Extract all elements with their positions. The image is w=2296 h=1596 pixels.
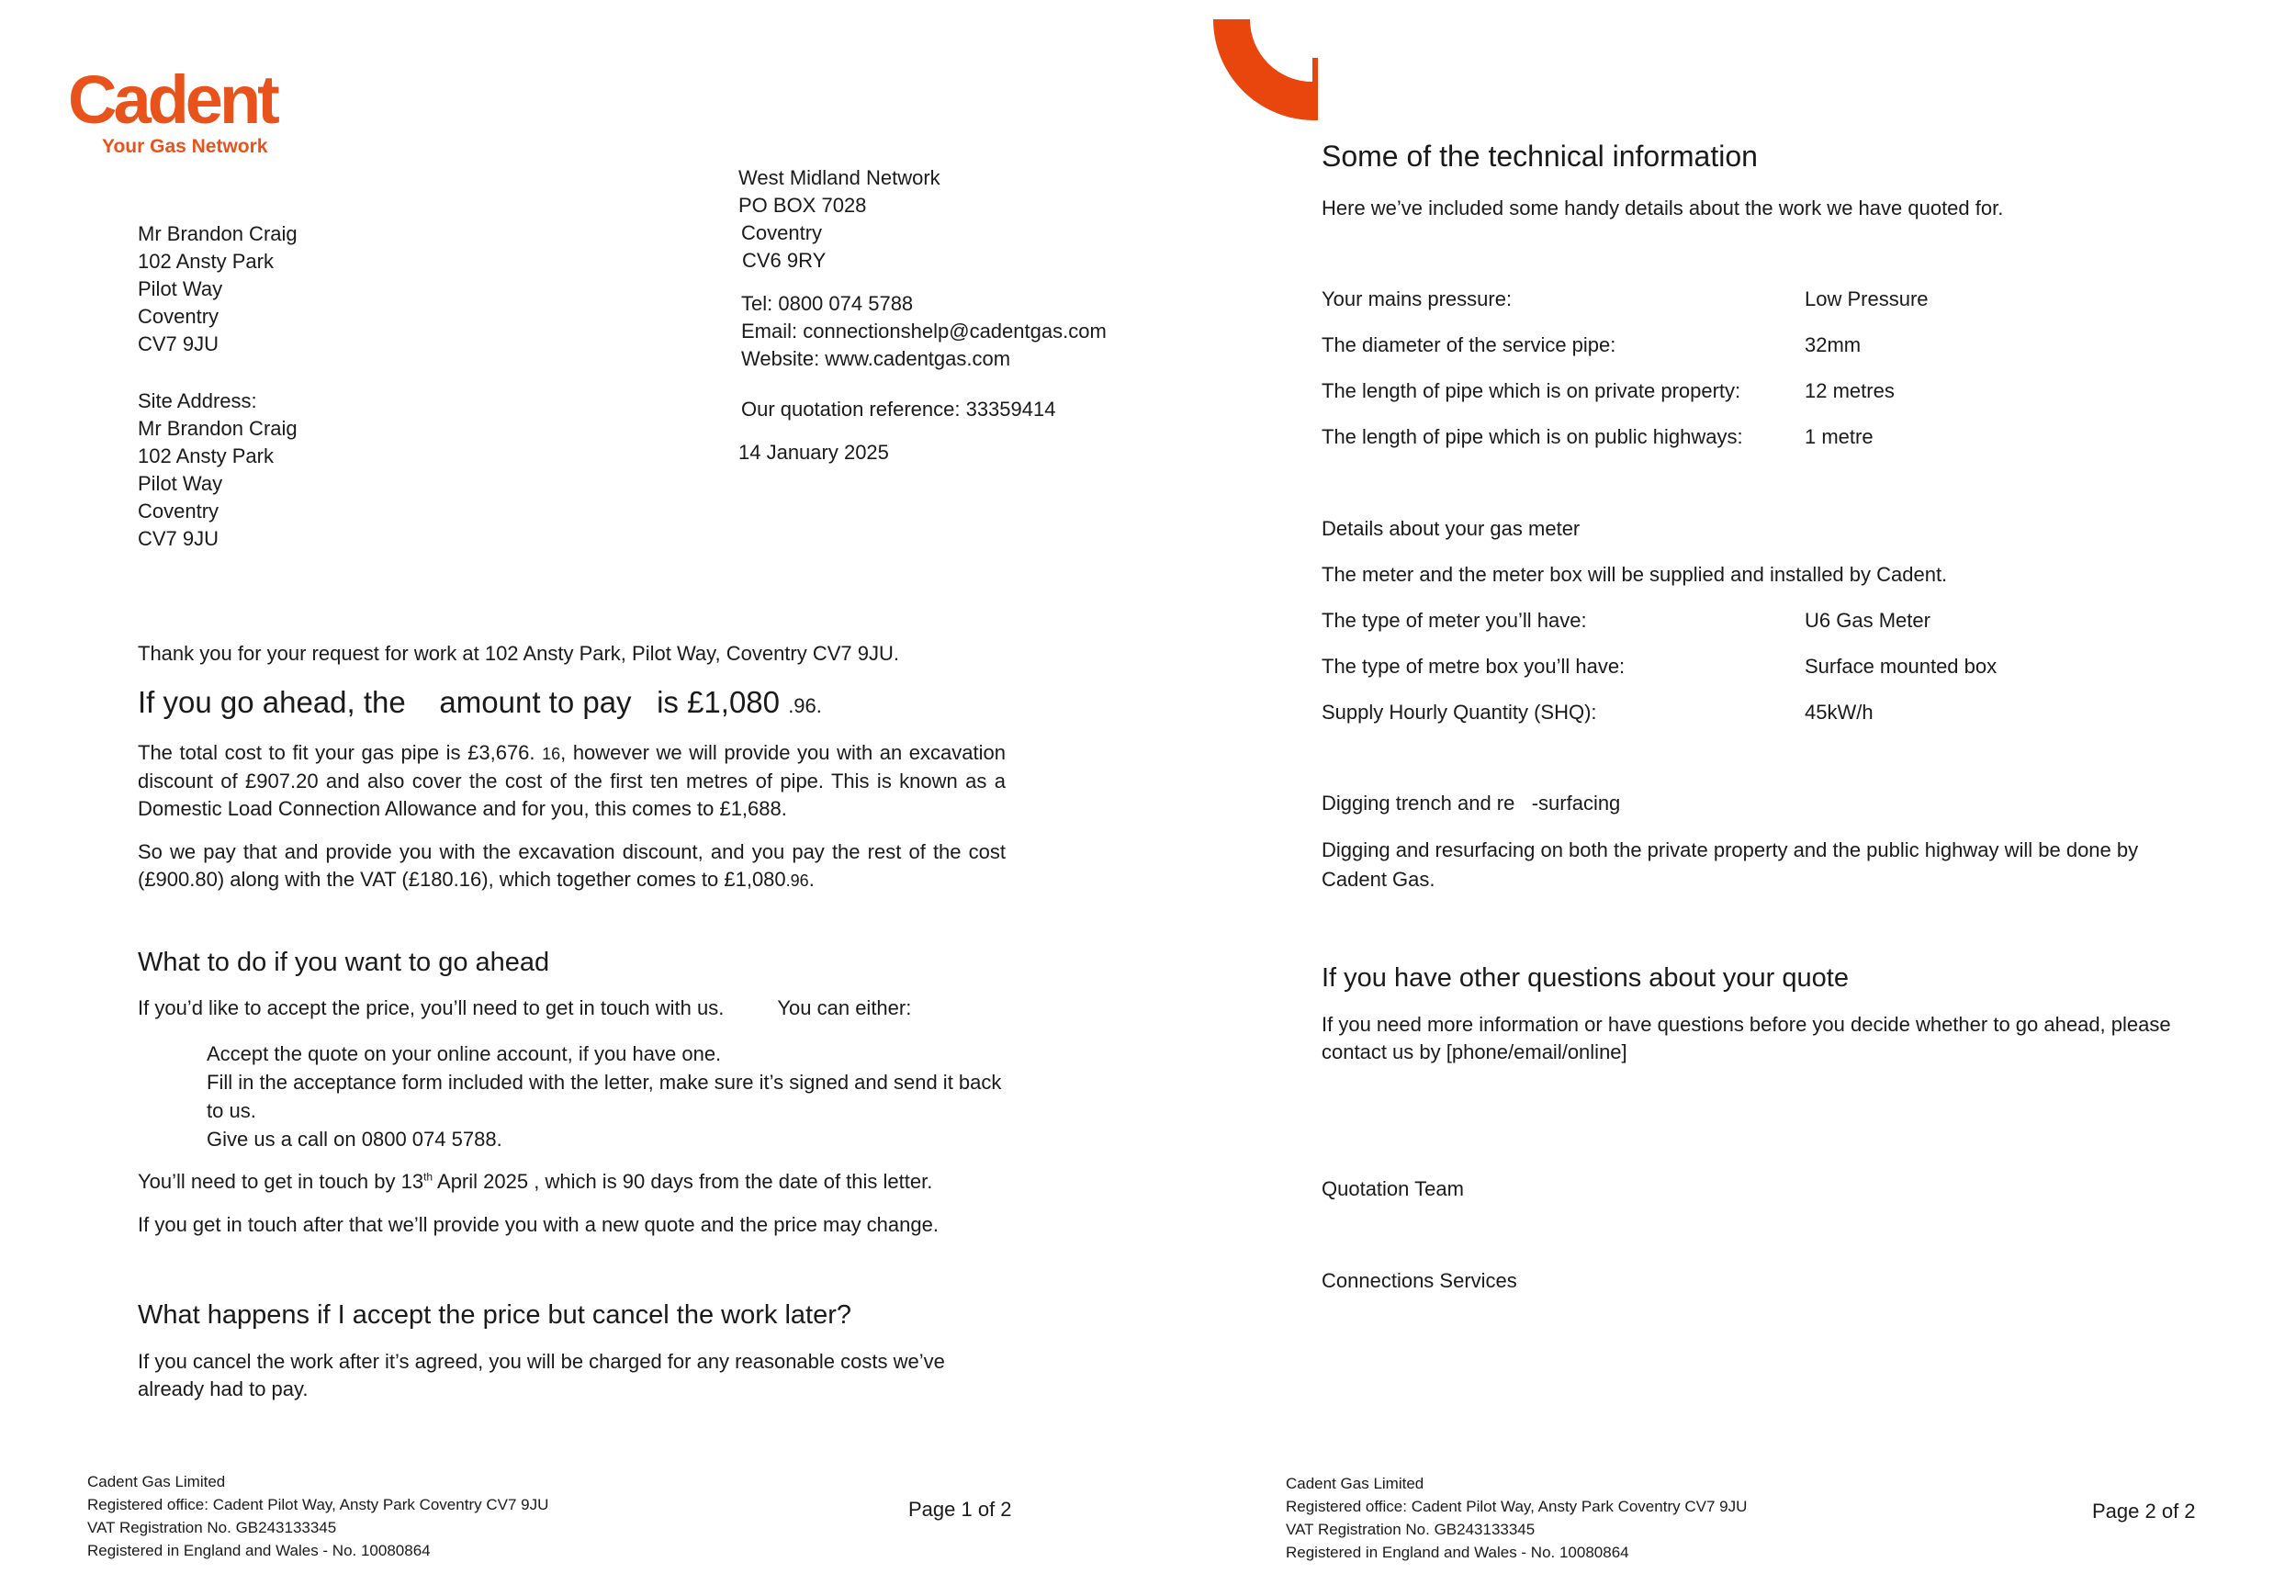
section-heading-digging <box>1322 790 1620 817</box>
footer-line: Registered in England and Wales - No. 10080864 <box>87 1542 431 1559</box>
row-label: The type of meter you’ll have: <box>1322 609 1587 632</box>
sender-address-line: CV6 9RY <box>742 249 827 272</box>
table-row <box>1322 699 1997 726</box>
row-value: 12 metres <box>1805 379 1895 402</box>
page-number-2: Page 2 of 2 <box>2092 1500 2196 1523</box>
recipient-line: Pilot Way <box>138 277 223 300</box>
site-address-line: Pilot Way <box>138 472 223 495</box>
footer-line: VAT Registration No. GB243133345 <box>87 1519 337 1536</box>
row-value: 45kW/h <box>1805 701 1874 724</box>
sender-contact <box>741 290 1107 373</box>
quarter-circle-edge <box>1312 58 1318 120</box>
table-row <box>1322 332 1929 359</box>
sender-address-line: Coventry <box>741 221 823 244</box>
row-label: The length of pipe which is on private property: <box>1322 379 1741 402</box>
footer-line: Cadent Gas Limited <box>1286 1475 1424 1492</box>
section-heading-questions: If you have other questions about your quote <box>1322 963 1849 993</box>
letter-date: 14 January 2025 <box>738 441 889 464</box>
sender-website[interactable]: Website: www.cadentgas.com <box>741 347 1011 370</box>
table-row <box>1322 653 1997 680</box>
technical-table <box>1322 286 1929 451</box>
row-label: Supply Hourly Quantity (SHQ): <box>1322 701 1597 724</box>
footer-line: Registered in England and Wales - No. 10080864 <box>1286 1544 1629 1561</box>
recipient-line: 102 Ansty Park <box>138 250 274 273</box>
sender-address-line: PO BOX 7028 <box>738 194 867 217</box>
list-item <box>138 1125 1006 1153</box>
site-address-line: CV7 9JU <box>138 527 219 550</box>
quotation-reference: Our quotation reference: 33359414 <box>741 398 1056 421</box>
list-item <box>138 1040 1006 1068</box>
cost-text: , however we will provide you with an excavation discount of £907.20 and also cover the cost of the first ten metres of pipe. This is known as a Domestic Load Connection Allowance and for you, this comes to £1,688. <box>138 741 1006 820</box>
list-item <box>138 1068 1006 1125</box>
payment-pence: .96 <box>785 871 809 890</box>
site-address-line: Mr Brandon Craig <box>138 417 298 440</box>
sender-tel: Tel: 0800 074 5788 <box>741 292 914 315</box>
row-value: Surface mounted box <box>1805 655 1998 678</box>
payment-paragraph <box>138 838 1006 894</box>
site-address-line: Coventry <box>138 500 219 523</box>
payment-text: So we pay that and provide you with the excavation discount, and you pay the rest of the cost (£900.80) along with the VAT (£180.16), which together comes to £1,080 <box>138 840 1006 891</box>
recipient-line: Mr Brandon Craig <box>138 222 298 245</box>
list-item-text: Fill in the acceptance form included with the letter, make sure it’s signed and send it back to us. <box>207 1071 1002 1122</box>
table-row <box>1322 377 1929 405</box>
thanks-paragraph: Thank you for your request for work at 102 Ansty Park, Pilot Way, Coventry CV7 9JU. <box>138 642 900 665</box>
headline-total: is £1,080 <box>657 685 781 719</box>
recipient-line: Coventry <box>138 305 219 328</box>
recipient-address <box>138 220 298 358</box>
table-row <box>1322 607 1997 635</box>
footer-line: Registered office: Cadent Pilot Way, Ansty Park Coventry CV7 9JU <box>1286 1498 1748 1515</box>
quarter-circle-shape <box>1213 19 1312 120</box>
sender-address <box>738 164 940 275</box>
headline-pence: .96. <box>788 694 822 717</box>
meter-intro: The meter and the meter box will be supplied and installed by Cadent. <box>1322 563 1948 586</box>
footer-page-1 <box>87 1470 548 1562</box>
footer-line: Cadent Gas Limited <box>87 1473 226 1490</box>
list-item-text: Give us a call on 0800 074 5788. <box>207 1128 502 1151</box>
sender-email[interactable]: Email: connectionshelp@cadentgas.com <box>741 320 1107 343</box>
row-value: 32mm <box>1805 333 1862 356</box>
digging-paragraph: Digging and resurfacing on both the private property and the public highway will be done by Cadent Gas. <box>1322 838 2139 891</box>
accept-instruction <box>138 995 911 1022</box>
row-label: Your mains pressure: <box>1322 287 1513 310</box>
section-heading-cancel: What happens if I accept the price but cancel the work later? <box>138 1300 851 1330</box>
heading-part: -surfacing <box>1531 792 1621 815</box>
meter-table <box>1322 607 1997 726</box>
row-value: U6 Gas Meter <box>1805 609 1930 632</box>
recipient-line: CV7 9JU <box>138 332 219 355</box>
site-address-line: 102 Ansty Park <box>138 444 274 467</box>
accept-text: If you’d like to accept the price, you’ll need to get in touch with us. <box>138 996 725 1019</box>
heading-part: Digging trench and re <box>1322 792 1515 815</box>
deadline-paragraph <box>138 1168 932 1196</box>
headline-part: amount to pay <box>439 685 632 719</box>
table-row <box>1322 286 1929 313</box>
footer-line: VAT Registration No. GB243133345 <box>1286 1521 1536 1538</box>
brand-logo: Cadent <box>68 62 276 138</box>
cancel-paragraph: If you cancel the work after it’s agreed, you will be charged for any reasonable costs we’ve already had to pay. <box>138 1350 945 1400</box>
site-address <box>138 388 298 553</box>
cost-text: The total cost to fit your gas pipe is £3,676. <box>138 741 535 764</box>
questions-paragraph: If you need more information or have questions before you decide whether to go ahead, please contact us by [phone/email/online] <box>1322 1013 2171 1063</box>
signature-team: Quotation Team <box>1322 1177 1464 1200</box>
deadline-text: , which is 90 days from the date of this letter. <box>534 1170 933 1193</box>
accept-options-list <box>138 1040 1006 1153</box>
brand-quarter-circle-icon <box>1213 19 1318 120</box>
list-item-text: Accept the quote on your online account, if you have one. <box>207 1042 722 1065</box>
deadline-text: You’ll need to get in touch by 13 <box>138 1170 424 1193</box>
late-contact-paragraph: If you get in touch after that we’ll provide you with a new quote and the price may change. <box>138 1213 939 1236</box>
site-address-label: Site Address: <box>138 389 257 412</box>
section-heading-meter: Details about your gas meter <box>1322 517 1581 540</box>
page-number-1: Page 1 of 2 <box>908 1498 1012 1521</box>
table-row <box>1322 423 1929 451</box>
footer-page-2 <box>1286 1472 1747 1564</box>
row-value: Low Pressure <box>1805 287 1929 310</box>
deadline-ordinal: th <box>423 1170 433 1184</box>
section-heading-technical: Some of the technical information <box>1322 140 1758 173</box>
sender-address-line: West Midland Network <box>738 166 940 189</box>
section-heading-go-ahead: What to do if you want to go ahead <box>138 948 550 977</box>
row-label: The length of pipe which is on public highways: <box>1322 425 1743 448</box>
brand-tagline: Your Gas Network <box>102 136 268 157</box>
row-label: The diameter of the service pipe: <box>1322 333 1616 356</box>
accept-options-label: You can either: <box>777 996 912 1019</box>
row-value: 1 metre <box>1805 425 1874 448</box>
cost-pence: 16 <box>542 745 561 763</box>
headline-part: If you go ahead, the <box>138 685 406 719</box>
footer-line: Registered office: Cadent Pilot Way, Ansty Park Coventry CV7 9JU <box>87 1496 549 1513</box>
cost-paragraph <box>138 739 1006 823</box>
amount-headline <box>138 684 822 725</box>
signature-department: Connections Services <box>1322 1269 1517 1292</box>
row-label: The type of metre box you’ll have: <box>1322 655 1626 678</box>
technical-intro: Here we’ve included some handy details about the work we have quoted for. <box>1322 197 2004 219</box>
deadline-date: April 2025 <box>437 1170 529 1193</box>
payment-text: . <box>808 868 815 891</box>
